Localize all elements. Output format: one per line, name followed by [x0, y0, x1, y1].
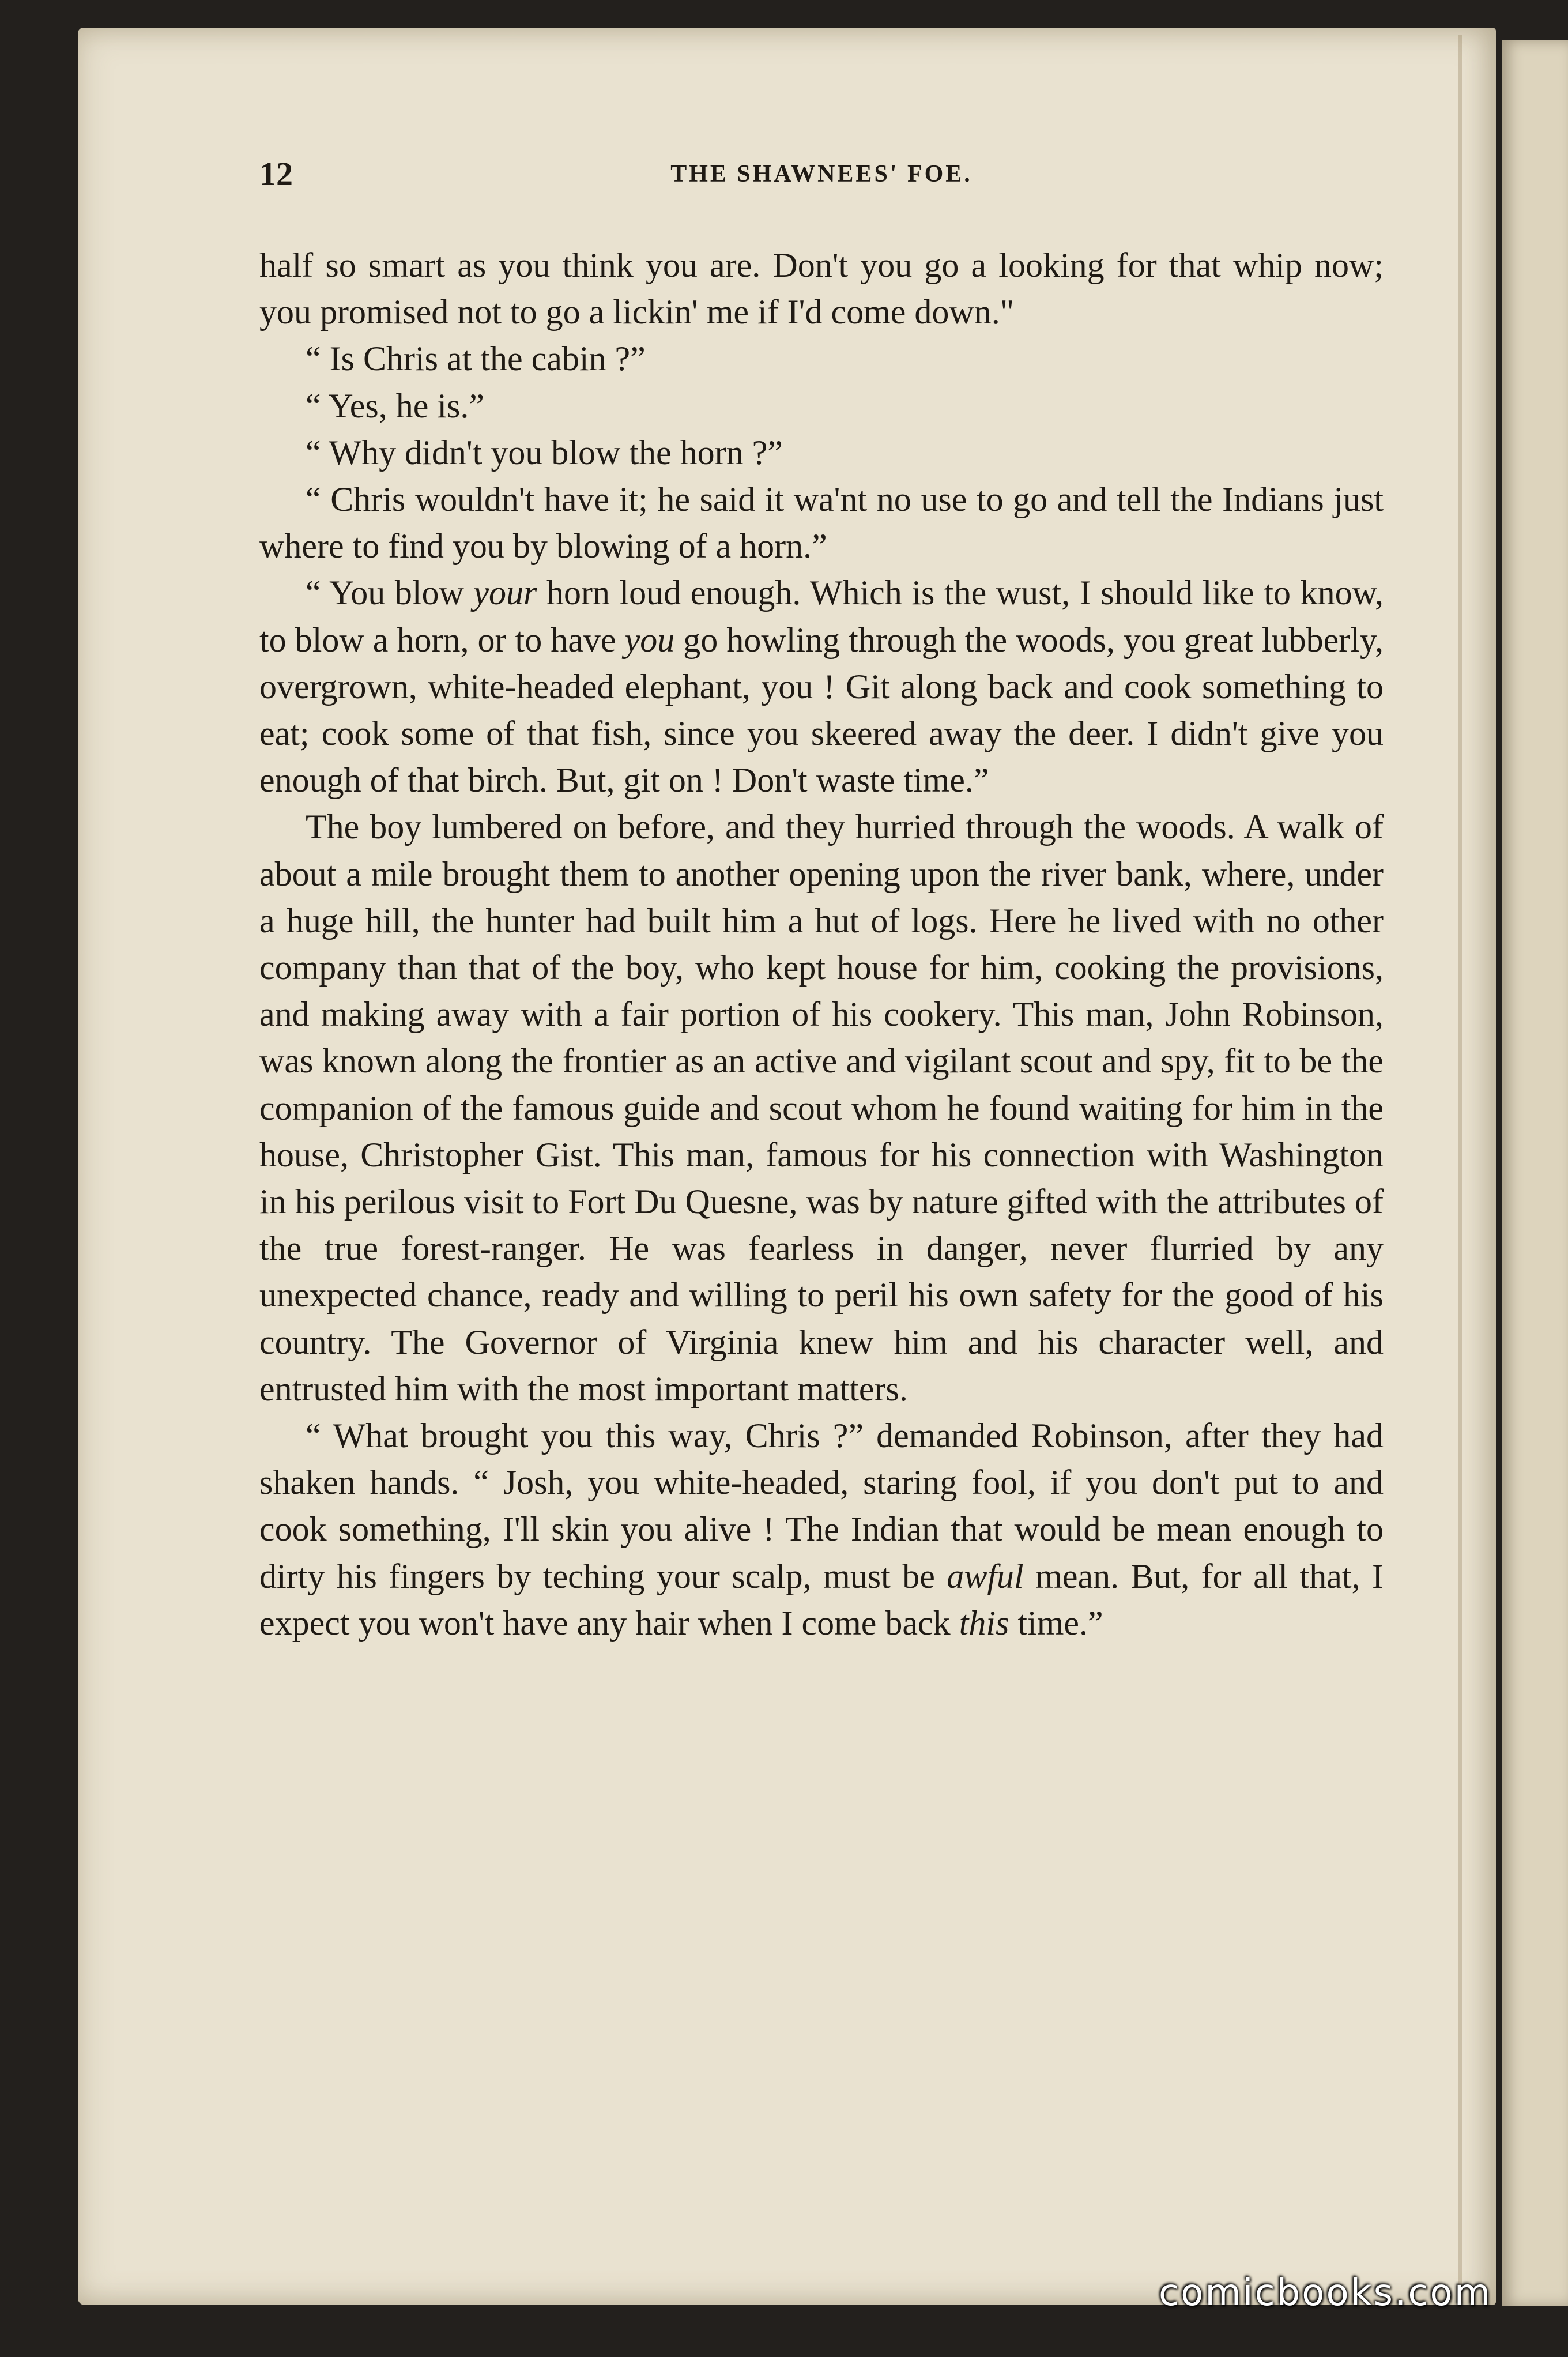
text-segment: “ Is Chris at the cabin ?” — [306, 340, 646, 378]
emphasis-text: your — [473, 574, 537, 612]
paragraph — [259, 242, 1384, 336]
paragraph — [259, 476, 1384, 570]
running-head: THE SHAWNEES' FOE. — [670, 161, 973, 187]
paragraph — [259, 804, 1384, 1413]
page-header — [259, 155, 1384, 206]
paragraph — [259, 1413, 1384, 1647]
text-segment: “ Why didn't you blow the horn ?” — [306, 433, 783, 472]
page-fold — [1458, 35, 1462, 2300]
page-number: 12 — [259, 155, 293, 193]
text-segment: The boy lumbered on before, and they hurried through the woods. A walk of about a mile brought them to another opening upon the river bank, where, under a huge hill, the hunter had built him a hut of logs. Here he lived with no other company than that of the boy, who kept house for him, cooking the provisions, and making away with a fair portion of his cookery. This man, John Robinson, was known along the frontier as an active and vigilant scout and spy, fit to be the companion of the famous guide and scout whom he found waiting for him in the house, Christopher Gist. This man, famous for his connection with Washington in his perilous visit to Fort Du Quesne, was by nature gifted with the attributes of the true forest-ranger. He was fearless in danger, never flurried by any unexpected chance, ready and willing to peril his own safety for the good of his country. The Governor of Virginia knew him and his character well, and entrusted him with the most important matters. — [259, 808, 1384, 1408]
paragraph — [259, 430, 1384, 476]
text-segment: time.” — [1009, 1603, 1103, 1642]
text-segment: “ Yes, he is.” — [306, 386, 484, 425]
text-segment: half so smart as you think you are. Don't you go a looking for that whip now; you promised not to go a lickin' me if I'd come down." — [259, 246, 1384, 332]
body-text — [259, 242, 1384, 1647]
text-segment: horn loud enough. Which is the wust, I should like to know, to blow a horn, or to have — [259, 574, 1384, 659]
emphasis-text: awful — [947, 1557, 1024, 1595]
emphasis-text: this — [959, 1603, 1009, 1642]
watermark-logo: comicbooks.com — [1159, 2272, 1492, 2314]
paragraph — [259, 383, 1384, 430]
text-segment: “ Chris wouldn't have it; he said it wa'nt no use to go and tell the Indians just where to find you by blowing of a horn.” — [259, 480, 1384, 566]
text-segment: go howling through the woods, you great lubberly, overgrown, white-headed elephant, you ! Git along back and cook something to eat; cook some of that fish, since you skeered away the deer. I didn't give you enough of that birch. But, git on ! Don't waste time.” — [259, 620, 1384, 800]
text-segment: “ You blow — [306, 574, 474, 612]
text-segment: “ What brought you this way, Chris ?” demanded Robinson, after they had shaken hands. “ Josh, you white-headed, staring fool, if you don't put to and cook something, I'll skin you alive ! The Indian that would be mean enough to dirty his fingers by teching your scalp, must be — [259, 1417, 1384, 1595]
text-segment: mean. But, for all that, I expect you won't have any hair when I come back — [259, 1557, 1384, 1642]
paragraph — [259, 336, 1384, 382]
emphasis-text: you — [624, 620, 675, 659]
paragraph — [259, 570, 1384, 804]
next-page-edge — [1502, 40, 1568, 2306]
